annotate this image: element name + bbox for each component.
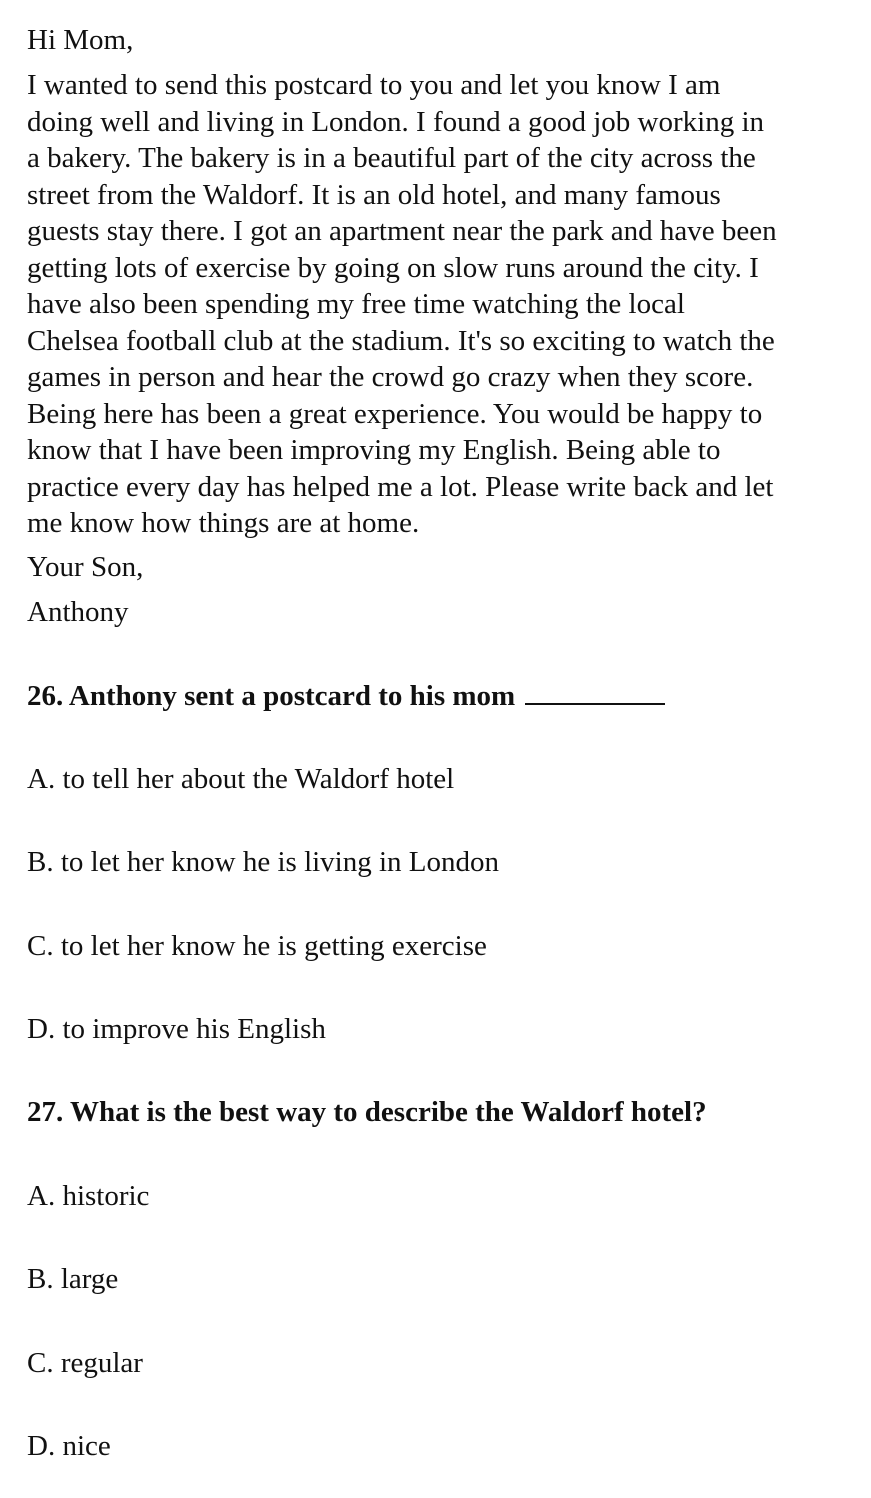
- letter-body-line: Being here has been a great experience. You would be happy to: [27, 397, 763, 430]
- letter-body-line: a bakery. The bakery is in a beautiful part of the city across the: [27, 142, 756, 174]
- letter-body-line: doing well and living in London. I found a good job working in: [27, 105, 765, 138]
- question-26-option-c[interactable]: C. to let her know he is getting exercise: [27, 930, 487, 962]
- letter-body-line: have also been spending my free time watching the local: [27, 288, 685, 320]
- question-26: [27, 678, 665, 714]
- letter-body-line: games in person and hear the crowd go crazy when they score.: [27, 361, 754, 393]
- letter-body-line: Chelsea football club at the stadium. It's so exciting to watch the: [27, 324, 775, 357]
- letter-signature: Anthony: [27, 596, 129, 628]
- question-27-stem: 27. What is the best way to describe the Waldorf hotel?: [27, 1096, 707, 1128]
- letter-body-line: me know how things are at home.: [27, 507, 420, 539]
- question-26-option-b[interactable]: B. to let her know he is living in London: [27, 846, 500, 878]
- letter-body-line: guests stay there. I got an apartment near the park and have been: [27, 215, 777, 247]
- question-26-stem: 26. Anthony sent a postcard to his mom: [27, 680, 516, 712]
- letter-greeting: Hi Mom,: [27, 24, 134, 56]
- question-27-option-b[interactable]: B. large: [27, 1263, 119, 1295]
- answer-blank: [525, 681, 665, 705]
- letter-body: [27, 67, 857, 542]
- question-27-option-d[interactable]: D. nice: [27, 1430, 111, 1462]
- question-26-option-a[interactable]: A. to tell her about the Waldorf hotel: [27, 763, 455, 795]
- question-27-option-a[interactable]: A. historic: [27, 1180, 150, 1212]
- letter-closing: Your Son,: [27, 551, 144, 583]
- letter-body-line: practice every day has helped me a lot. Please write back and let: [27, 470, 774, 503]
- letter-body-line: getting lots of exercise by going on slow runs around the city. I: [27, 251, 759, 284]
- question-27: [27, 1094, 707, 1130]
- question-26-option-d[interactable]: D. to improve his English: [27, 1013, 326, 1045]
- letter-body-line: know that I have been improving my English. Being able to: [27, 434, 721, 466]
- letter-body-line: I wanted to send this postcard to you and let you know I am: [27, 69, 721, 101]
- question-27-option-c[interactable]: C. regular: [27, 1347, 143, 1379]
- letter-body-line: street from the Waldorf. It is an old hotel, and many famous: [27, 178, 721, 211]
